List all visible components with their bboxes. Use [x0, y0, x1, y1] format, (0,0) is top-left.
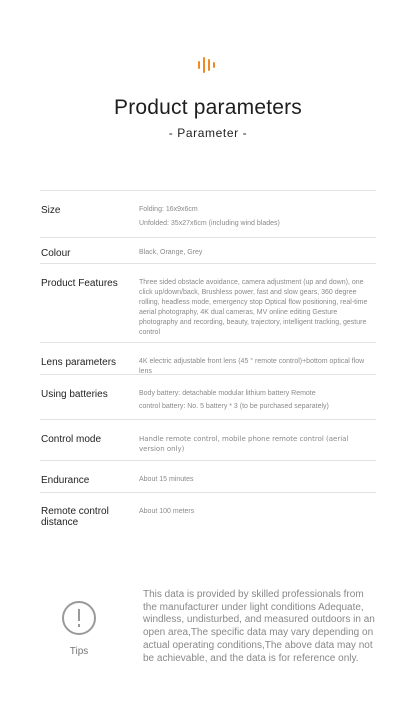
spec-value-line: Handle remote control, mobile phone remote control (aerial version only) [139, 435, 349, 453]
spec-value-line: Three sided obstacle avoidance, camera adjustment (up and down), one click up/down/back, Brushless power, fast and slow gears, 360 degree rolling, headless mode, emergency stop Optical flow positioning, real-time aerial photography, 4K dual cameras, MV online editing Gesture photography and recording, beauty, trajectory, intelligent tracking, gesture control [139, 279, 368, 336]
spec-value [139, 507, 371, 517]
spec-row-remote-distance [40, 492, 376, 553]
spec-table [40, 190, 376, 553]
spec-row-lens [40, 342, 376, 374]
spec-row-control-mode [40, 419, 376, 460]
spec-row-features [40, 263, 376, 342]
spec-value [139, 475, 371, 485]
spec-label: Using batteries [41, 389, 108, 400]
spec-value [139, 434, 371, 454]
spec-label: Lens parameters [41, 357, 117, 368]
spec-value-line: Folding: 16x9x6cm [139, 206, 198, 213]
spec-label: Remote control distance [41, 506, 109, 528]
page-title: Product parameters [113, 96, 303, 119]
spec-value-line: Body battery: detachable modular lithium battery Remote [139, 390, 316, 397]
sound-wave-icon [196, 56, 220, 74]
spec-label: Product Features [41, 278, 118, 289]
spec-value-line: control battery: No. 5 battery * 3 (to be purchased separately) [139, 403, 329, 410]
spec-row-batteries [40, 374, 376, 419]
spec-value-line: 4K electric adjustable front lens (45 ° remote control)+bottom optical flow lens [139, 358, 365, 375]
exclamation-circle-icon [62, 601, 96, 635]
spec-row-colour [40, 237, 376, 263]
spec-label: Control mode [41, 434, 102, 445]
spec-value [139, 248, 371, 258]
spec-value [139, 278, 371, 338]
spec-row-endurance [40, 460, 376, 492]
spec-value-line: Unfolded: 35x27x6cm (including wind blades) [139, 220, 280, 227]
spec-label: Endurance [41, 475, 90, 486]
tips-text: This data is provided by skilled professionals from the manufacturer under light conditions Adequate, windless, undisturbed, and measured outdoors in an open area,The specific data may vary depending on actual operating conditions,The above data may not be achievable, and the data is for reference only. [143, 589, 375, 664]
spec-value-line: Black, Orange, Grey [139, 249, 203, 256]
spec-label: Colour [41, 248, 71, 259]
spec-value [139, 389, 371, 412]
tips-label: Tips [69, 646, 89, 657]
spec-value-line: About 100 meters [139, 508, 195, 515]
spec-label: Size [41, 205, 61, 216]
spec-row-size [40, 190, 376, 237]
page-subtitle: - Parameter - [168, 126, 248, 140]
spec-value [139, 205, 371, 229]
spec-value-line: About 15 minutes [139, 476, 194, 483]
